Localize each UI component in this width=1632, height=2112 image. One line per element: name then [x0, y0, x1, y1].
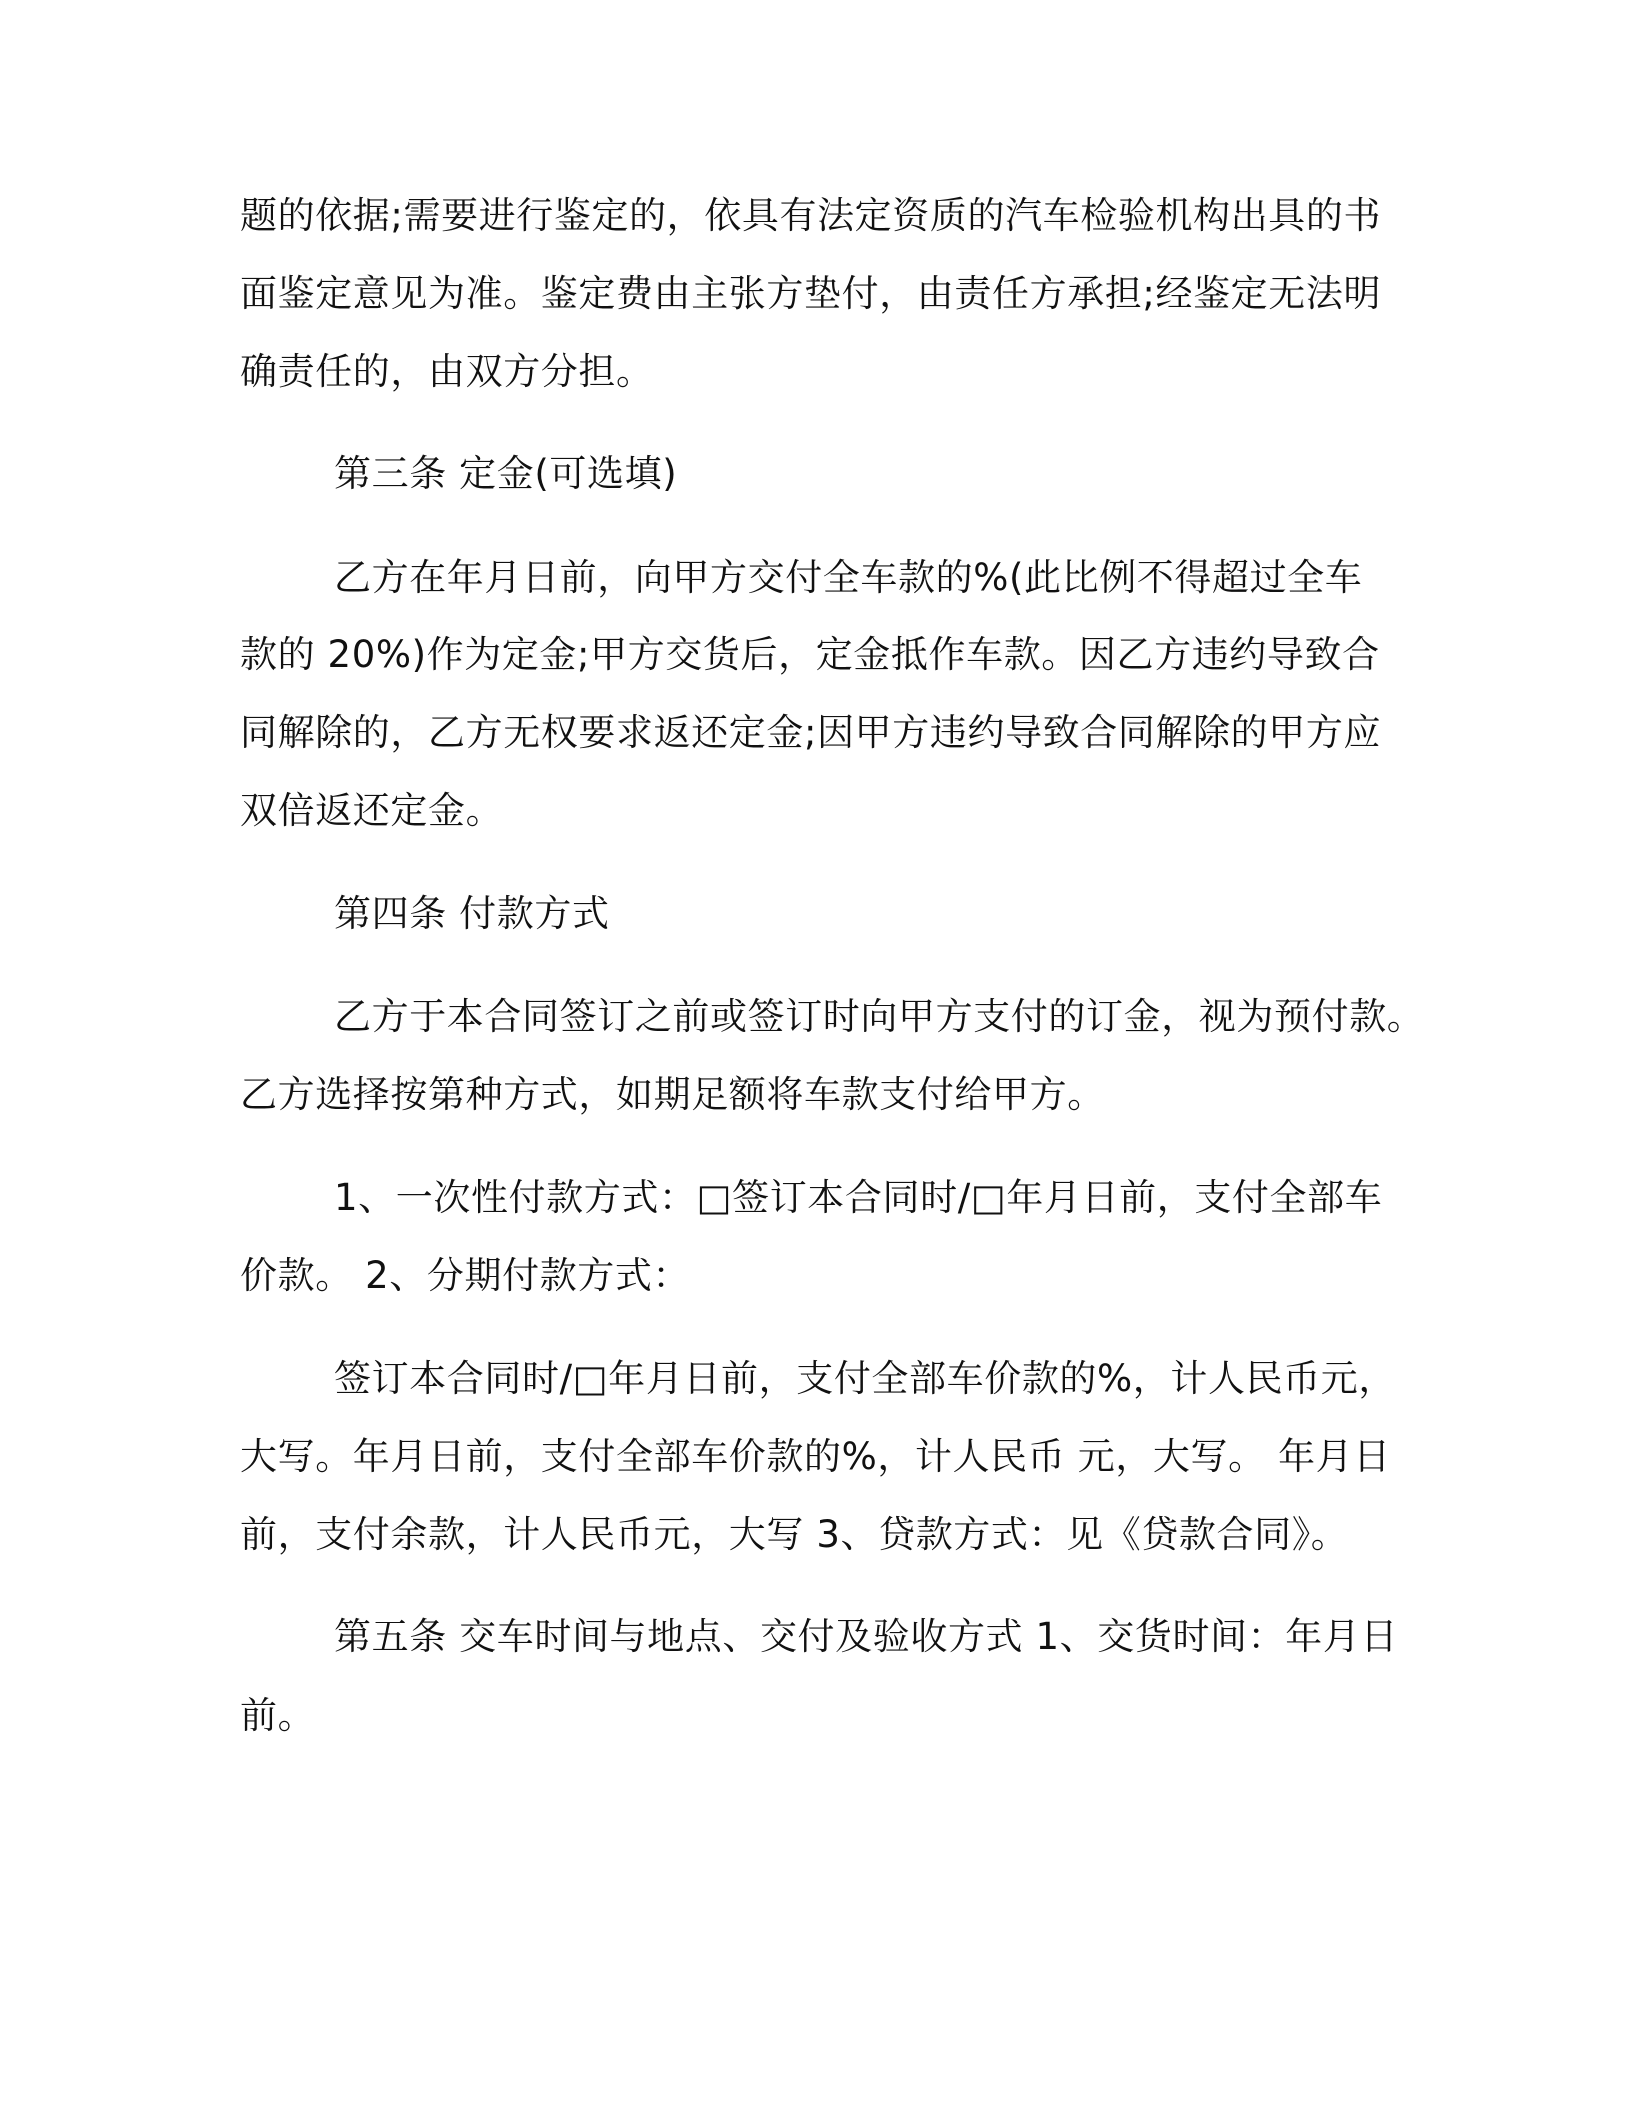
body-text-line: 双倍返还定金。 — [240, 789, 504, 832]
body-text-line: 乙方选择按第种方式，如期足额将车款支付给甲方。 — [240, 1073, 1105, 1116]
body-text-line: 款的 20%)作为定金;甲方交货后，定金抵作车款。因乙方违约导致合 — [240, 633, 1380, 676]
body-text-line: 前。 — [240, 1694, 316, 1737]
article-3-heading: 第三条 定金(可选填) — [334, 452, 678, 495]
body-text-line: 签订本合同时/□年月日前，支付全部车价款的%，计人民币元， — [334, 1357, 1396, 1400]
body-text-line: 乙方在年月日前，向甲方交付全车款的%(此比例不得超过全车 — [334, 556, 1363, 599]
body-text-line: 面鉴定意见为准。鉴定费由主张方垫付，由责任方承担;经鉴定无法明 — [240, 272, 1382, 315]
body-text-line: 1、一次性付款方式：□签订本合同时/□年月日前，支付全部车 — [334, 1176, 1383, 1219]
body-text-line: 前，支付余款，计人民币元，大写 3、贷款方式：见《贷款合同》。 — [240, 1513, 1349, 1556]
body-text-line: 确责任的，由双方分担。 — [240, 350, 654, 393]
article-4-heading: 第四条 付款方式 — [334, 892, 610, 935]
body-text-line: 大写。年月日前，支付全部车价款的%，计人民币 元，大写。 年月日 — [240, 1435, 1391, 1478]
body-text-line: 价款。 2、分期付款方式： — [240, 1254, 691, 1297]
body-text-line: 乙方于本合同签订之前或签订时向甲方支付的订金，视为预付款。 — [334, 995, 1425, 1038]
article-5-heading: 第五条 交车时间与地点、交付及验收方式 1、交货时间：年月日 — [334, 1615, 1399, 1658]
body-text-line: 题的依据;需要进行鉴定的，依具有法定资质的汽车检验机构出具的书 — [240, 194, 1382, 237]
body-text-line: 同解除的，乙方无权要求返还定金;因甲方违约导致合同解除的甲方应 — [240, 711, 1382, 754]
